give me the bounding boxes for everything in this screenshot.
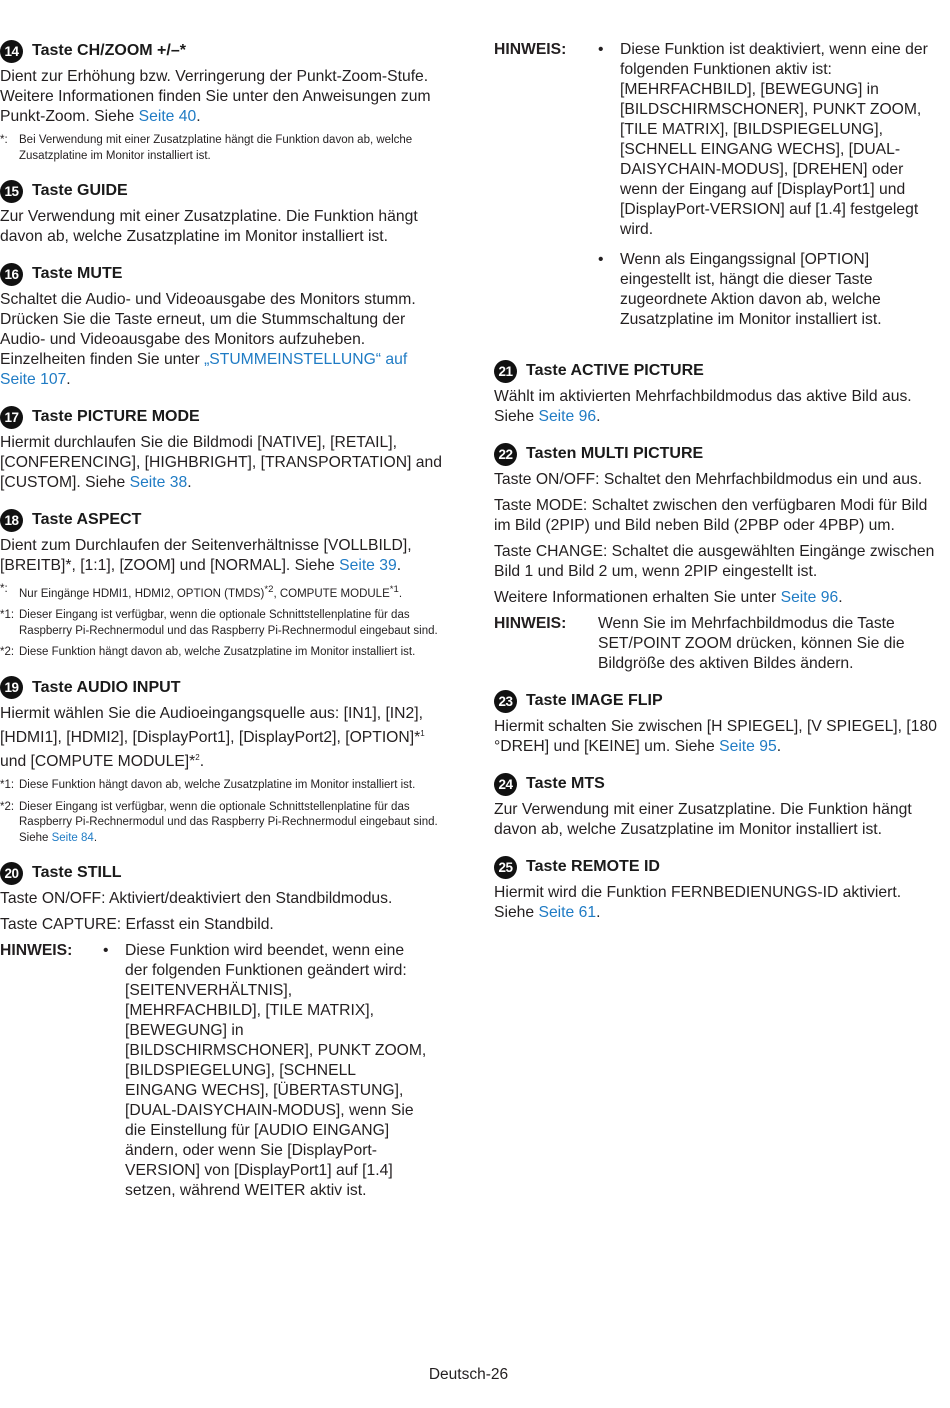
note-bullet bbox=[598, 40, 940, 240]
page-link[interactable]: Seite 96 bbox=[538, 408, 597, 425]
section-body: Hiermit wählen Sie die Audioeingangsquelle aus: [IN1], [IN2], [HDMI1], [HDMI2], [DisplayPort1], [DisplayPort2], [OPTION]*$^1$ und [COMPUTE MODULE]*$^2$. bbox=[0, 704, 425, 771]
footnote-text: Dieser Eingang ist verfügbar, wenn die optionale Schnittstellenplatine für das Raspberry Pi-Rechnermodul und das Raspberry Pi-Rechnermodul eingebaut sind. bbox=[19, 609, 438, 637]
section-body: Hiermit schalten Sie zwischen [H SPIEGEL], [V SPIEGEL], [180 °DREH] und [KEINE] um. Siehe Seite 95. bbox=[494, 718, 937, 755]
section-body: Taste ON/OFF: Aktiviert/deaktiviert den Standbildmodus. bbox=[0, 890, 393, 908]
section-24 bbox=[494, 771, 940, 840]
note-text: Wenn als Eingangssignal [OPTION] eingestellt ist, hängt die dieser Taste zugeordnete Aktion davon ab, welche Zusatzplatine im Monitor installiert ist. bbox=[620, 251, 882, 328]
section-20 bbox=[0, 860, 446, 1201]
section-23 bbox=[494, 688, 940, 757]
bullet-icon: • bbox=[598, 41, 604, 58]
left-column bbox=[0, 38, 446, 1215]
note-block bbox=[494, 614, 940, 674]
footnote-marker: *: bbox=[0, 134, 8, 146]
bullet-icon: • bbox=[598, 251, 604, 268]
note-text: Diese Funktion ist deaktiviert, wenn eine der folgenden Funktionen aktiv ist: [MEHRFACHBILD], [BEWEGUNG] in [BILDSCHIRMSCHONER], PUNKT ZOOM, [TILE MATRIX], [BILDSPIEGELUNG], [SCHNELL EINGANG WECHS], [DUAL-DAISYCHAIN-MODUS], [DREHEN] oder wenn der Eingang auf [DisplayPort1] und [DisplayPort-VERSION] auf [1.4] festgelegt wird. bbox=[620, 41, 928, 238]
number-badge-icon: 22 bbox=[494, 443, 517, 466]
footnote-marker: *: bbox=[0, 583, 8, 595]
page-link[interactable]: Seite 96 bbox=[780, 589, 839, 606]
page-link[interactable]: „STUMMEINSTELLUNG“ auf Seite 107 bbox=[0, 351, 408, 388]
footnote-marker: *2: bbox=[0, 800, 15, 813]
number-badge-icon: 18 bbox=[0, 509, 23, 532]
number-badge-icon: 15 bbox=[0, 180, 23, 203]
section-title: Taste ASPECT bbox=[32, 511, 142, 528]
page-link[interactable]: Seite 84 bbox=[51, 831, 94, 844]
section-14 bbox=[0, 38, 446, 164]
section-body: Taste MODE: Schaltet zwischen den verfügbaren Modi für Bild im Bild (2PIP) und Bild neben Bild (2PBP oder 4PBP) um. bbox=[494, 497, 928, 534]
section-title: Taste AUDIO INPUT bbox=[32, 678, 181, 696]
footnote bbox=[0, 582, 446, 602]
number-badge-icon: 16 bbox=[0, 263, 23, 286]
section-title: Taste CH/ZOOM +/–* bbox=[32, 42, 186, 59]
page-link[interactable]: Seite 39 bbox=[339, 557, 397, 574]
footnote-text: Diese Funktion hängt davon ab, welche Zusatzplatine im Monitor installiert ist. bbox=[19, 779, 416, 792]
section-body: Hiermit wird die Funktion FERNBEDIENUNGS-ID aktiviert. Siehe Seite 61. bbox=[494, 884, 902, 921]
page-link[interactable]: Seite 95 bbox=[719, 738, 777, 755]
page-number: Deutsch-26 bbox=[428, 1366, 509, 1383]
section-body: Taste CAPTURE: Erfasst ein Standbild. bbox=[0, 916, 274, 934]
section-heading bbox=[0, 860, 446, 886]
section-body: Schaltet die Audio- und Videoausgabe des Monitors stumm. Drücken Sie die Taste erneut, um die Stummschaltung der Audio- und Videoausgabe des Monitors aufzuheben. Einzelheiten finden Sie unter „STUMMEINSTELLUNG“ auf Seite 107. bbox=[0, 291, 416, 388]
note-text: Diese Funktion wird beendet, wenn eine der folgenden Funktionen geändert wird: [SEITENVERHÄLTNIS], [MEHRFACHBILD], [TILE MATRIX], [BEWEGUNG] in [BILDSCHIRMSCHONER], PUNKT ZOOM, [BILDSPIEGELUNG], [SCHNELL EINGANG WECHS], [ÜBERTASTUNG], [DUAL-DAISYCHAIN-MODUS], wenn Sie die Einstellung für [AUDIO EINGANG] ändern, oder wenn Sie [DisplayPort-VERSION] von [DisplayPort1] auf [1.4] setzen, während WEITER aktiv ist. bbox=[125, 942, 427, 1200]
section-heading bbox=[0, 261, 446, 287]
section-25 bbox=[494, 854, 940, 923]
section-21 bbox=[494, 358, 940, 427]
section-title: Taste ACTIVE PICTURE bbox=[526, 362, 704, 379]
section-18 bbox=[0, 507, 446, 661]
page-link[interactable]: Seite 61 bbox=[538, 904, 597, 921]
section-body: Dient zum Durchlaufen der Seitenverhältnisse [VOLLBILD], [BREITB]*, [1:1], [ZOOM] und [NORMAL]. Siehe Seite 39. bbox=[0, 537, 412, 574]
note-text: Wenn Sie im Mehrfachbildmodus die Taste SET/POINT ZOOM drücken, können Sie die Bildgröße des aktiven Bildes ändern. bbox=[598, 615, 905, 672]
number-badge-icon: 25 bbox=[494, 856, 517, 879]
section-heading bbox=[494, 771, 940, 797]
section-title: Taste IMAGE FLIP bbox=[526, 692, 663, 709]
footnote-marker: *1: bbox=[0, 609, 15, 622]
footnote bbox=[0, 608, 446, 639]
section-16 bbox=[0, 261, 446, 390]
number-badge-icon: 21 bbox=[494, 360, 517, 383]
number-badge-icon: 19 bbox=[0, 676, 23, 699]
note-bullet bbox=[598, 250, 940, 330]
section-15 bbox=[0, 178, 446, 247]
section-title: Tasten MULTI PICTURE bbox=[526, 445, 704, 462]
section-body: Zur Verwendung mit einer Zusatzplatine. Die Funktion hängt davon ab, welche Zusatzplatine im Monitor installiert ist. bbox=[494, 801, 912, 838]
section-title: Taste GUIDE bbox=[32, 182, 128, 199]
section-body: Weitere Informationen erhalten Sie unter Seite 96. bbox=[494, 589, 843, 606]
footnote-text: Nur Eingänge HDMI1, HDMI2, OPTION (TMDS)$^{*2}$, COMPUTE MODULE$^{*1}$. bbox=[19, 584, 403, 600]
footnote-text: Dieser Eingang ist verfügbar, wenn die optionale Schnittstellenplatine für das Raspberry Pi-Rechnermodul und das Raspberry Pi-Rechnermodul eingebaut sind. Siehe Seite 84. bbox=[19, 800, 438, 844]
section-body: Dient zur Erhöhung bzw. Verringerung der Punkt-Zoom-Stufe. Weitere Informationen finden Sie unter den Anweisungen zum Punkt-Zoom. Siehe Seite 40. bbox=[0, 68, 431, 125]
note-label: HINWEIS: bbox=[494, 41, 567, 58]
section-heading bbox=[0, 178, 446, 204]
footnote-text: Bei Verwendung mit einer Zusatzplatine hängt die Funktion davon ab, welche Zusatzplatine im Monitor installiert ist. bbox=[19, 134, 413, 162]
section-heading bbox=[494, 441, 940, 467]
footnote-marker: *1: bbox=[0, 779, 15, 792]
note-bullets bbox=[598, 40, 940, 340]
section-title: Taste STILL bbox=[32, 864, 122, 882]
section-body: Zur Verwendung mit einer Zusatzplatine. Die Funktion hängt davon ab, welche Zusatzplatine im Monitor installiert ist. bbox=[0, 208, 418, 245]
section-body: Taste ON/OFF: Schaltet den Mehrfachbildmodus ein und aus. bbox=[494, 471, 923, 488]
note-block bbox=[494, 40, 940, 340]
section-heading bbox=[0, 507, 446, 533]
number-badge-icon: 20 bbox=[0, 862, 23, 885]
section-body: Wählt im aktivierten Mehrfachbildmodus das aktive Bild aus. Siehe Seite 96. bbox=[494, 388, 912, 425]
section-title: Taste MTS bbox=[526, 775, 605, 792]
footnote bbox=[0, 778, 446, 794]
number-badge-icon: 17 bbox=[0, 406, 23, 429]
section-heading bbox=[0, 675, 446, 701]
page-link[interactable]: Seite 40 bbox=[138, 108, 197, 125]
section-heading bbox=[494, 688, 940, 714]
page-link[interactable]: Seite 38 bbox=[129, 474, 188, 491]
footnote-marker: *2: bbox=[0, 646, 15, 659]
section-19 bbox=[0, 675, 446, 846]
section-heading bbox=[494, 358, 940, 384]
section-title: Taste PICTURE MODE bbox=[32, 408, 200, 425]
number-badge-icon: 24 bbox=[494, 773, 517, 796]
section-body: Hiermit durchlaufen Sie die Bildmodi [NATIVE], [RETAIL], [CONFERENCING], [HIGHBRIGHT], [TRANSPORTATION] and [CUSTOM]. Siehe Seite 38. bbox=[0, 434, 442, 491]
section-heading bbox=[0, 404, 446, 430]
section-heading bbox=[0, 38, 446, 64]
section-heading bbox=[494, 854, 940, 880]
number-badge-icon: 14 bbox=[0, 40, 23, 63]
section-title: Taste MUTE bbox=[32, 265, 123, 282]
footnote-text: Diese Funktion hängt davon ab, welche Zusatzplatine im Monitor installiert ist. bbox=[19, 646, 416, 659]
note-block bbox=[0, 941, 446, 1201]
right-column bbox=[494, 38, 940, 937]
footnote bbox=[0, 645, 446, 661]
section-title: Taste REMOTE ID bbox=[526, 858, 660, 875]
number-badge-icon: 23 bbox=[494, 690, 517, 713]
section-17 bbox=[0, 404, 446, 493]
note-label: HINWEIS: bbox=[0, 942, 73, 960]
footnote bbox=[0, 133, 446, 164]
section-22 bbox=[494, 441, 940, 674]
note-label: HINWEIS: bbox=[494, 615, 567, 632]
footnote bbox=[0, 800, 446, 847]
section-body: Taste CHANGE: Schaltet die ausgewählten Eingänge zwischen Bild 1 und Bild 2 um, wenn 2PIP eingestellt ist. bbox=[494, 543, 935, 580]
bullet-icon: • bbox=[103, 942, 109, 960]
